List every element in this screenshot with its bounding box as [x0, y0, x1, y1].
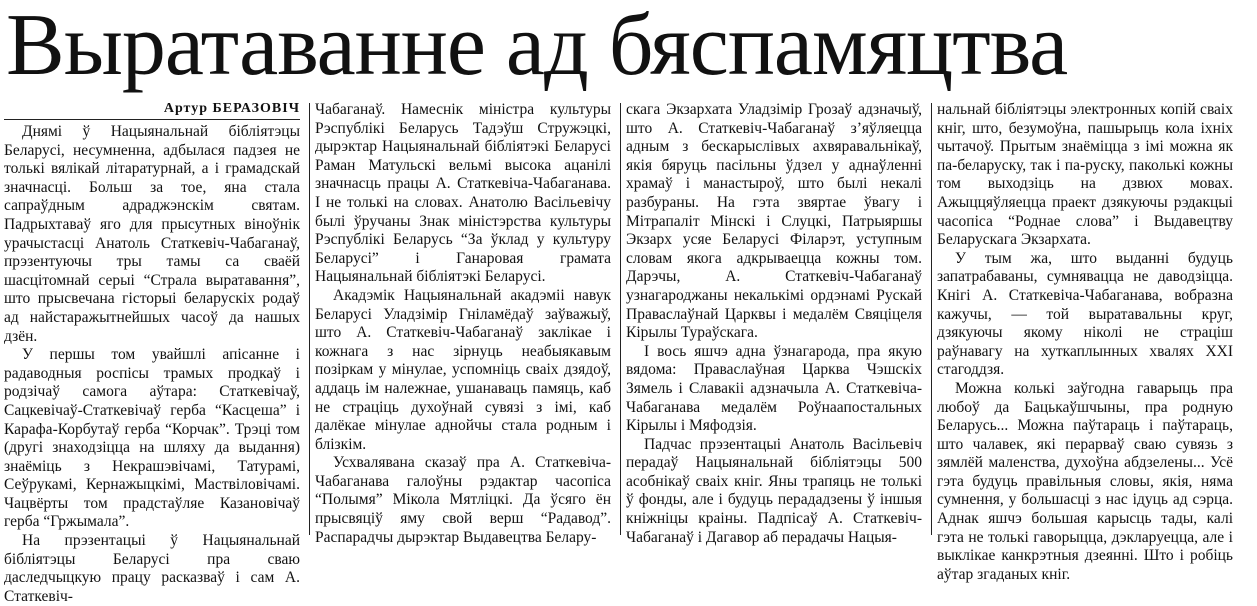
paragraph: На прэзентацыі ў Нацыянальнай бібліятэцы Беларусі пра сваю даследчыцкую працу расказваў і сам А. Статкевіч-: [4, 532, 300, 605]
article-column-2: [315, 101, 611, 546]
column-rule: [620, 103, 621, 535]
article-column-4: [937, 101, 1233, 583]
paragraph: У першы том увайшлі апісанне і радаводныя роспісы трамых продкаў і родзічаў самога аўтара: Статкевічаў, Сацкевічаў-Статкевічаў герба “Касцеша” і Карафа-Корбутаў герба “Корчак”. Трэці том (другі знаходзіцца на шляху да выдання) знаёміць з Некрашэвічамі, Татурамі, Сеўрукамі, Кернажыцкімі, Маствіловічамі. Чацвёрты том прадстаўляе Казановічаў герба “Гржымала”.: [4, 346, 300, 531]
column-rule: [931, 103, 932, 535]
article-column-3: [626, 101, 922, 546]
paragraph: Днямі ў Нацыянальнай бібліятэцы Беларусі, несумненна, адбылася падзея не толькі вялікай літаратурнай, а і грамадскай значнасці. Больш за тое, яна стала сапраўдным адраджэнскім святам. Падрыхтаваў яго для прысутных віноўнік урачыстасці Анатоль Статкевіч-Чабаганаў, прэзентуючы тры тамы са сваёй шасцітомнай серыі “Страла выратавання”, што прысвечана гісторыі беларускіх родаў ад найстаражытнейшых часоў да нашых дзён.: [4, 123, 300, 345]
paragraph: І вось яшчэ адна ўзнагарода, пра якую вядома: Праваслаўная Царква Чэшскіх Зямель і Славакіі адзначыла А. Статкевіча-Чабаганава медалём Роўнаапостальных Кірылы і Мяфодзія.: [626, 342, 922, 435]
paragraph: Усхвалявана сказаў пра А. Статкевіча-Чабаганава галоўны рэдактар часопіса “Полымя” Мікола Мятліцкі. Да ўсяго ён прысвяціў яму свой верш “Радавод”. Распарадчы дырэктар Выдавецтва Белару-: [315, 454, 611, 546]
article-headline: Выратаванне ад бяспамяцтва: [6, 0, 1068, 94]
byline: Артур БЕРАЗОВІЧ: [4, 101, 300, 120]
paragraph: Чабаганаў. Намеснік міністра культуры Рэспублікі Беларусь Тадэўш Стружэцкі, дырэктар Нацыянальнай бібліятэкі Беларусі Раман Матульскі вельмі высока ацанілі значнасць працы А. Статкевіча-Чабаганава. І не толькі на словах. Анатолю Васільевічу былі ўручаны Знак міністэрства культуры Рэспублікі Беларусь “За ўклад у культуру Беларусі” і Ганаровая грамата Нацыянальнай бібліятэкі Беларусі.: [315, 101, 611, 286]
paragraph: Акадэмік Нацыянальнай акадэміі навук Беларусі Уладзімір Гніламёдаў заўважыў, што А. Статкевіч-Чабаганаў заклікае і кожнага з нас зірнуць неабыякавым позіркам у мінулае, успомніць сваіх дзядоў, аддаць ім належнае, ушанаваць памяць, каб не страціць духоўнай сувязі з імі, каб далёкае мінулае аднойчы стала родным і блізкім.: [315, 286, 611, 453]
paragraph: У тым жа, што выданні будуць запатрабаваны, сумнявацца не даводзіцца. Кнігі А. Статкевіча-Чабаганава, вобразна кажучы, — той выратавальны круг, дзякуючы якому ніколі не страціш раўнавагу на хуткаплынных хвалях ХХІ стагоддзя.: [937, 249, 1233, 379]
paragraph: нальнай бібліятэцы электронных копій сваіх кніг, што, безумоўна, пашырыць кола іхніх чытачоў. Прытым знаёміцца з імі можна як па-беларуску, так і па-руску, паколькі кожны том выходзіць на дзвюх мовах. Ажыццяўляецца праект дзякуючы рэдакцыі часопіса “Роднае слова” і Выдавецтву Беларускага Экзархата.: [937, 101, 1233, 249]
article-column-1: [4, 101, 300, 605]
column-rule: [309, 103, 310, 535]
paragraph: Падчас прэзентацыі Анатоль Васільевіч перадаў Нацыянальнай бібліятэцы 500 асобнікаў сваіх кніг. Яны трапяць не толькі ў фонды, але і будуць перададзены ў іншыя кніжніцы краіны. Падпісаў А. Статкевіч-Чабаганаў і Дагавор аб перадачы Нацыя-: [626, 435, 922, 546]
paragraph: Можна колькі заўгодна гаварыць пра любоў да Бацькаўшчыны, пра родную Беларусь... Можна паўтараць і паўтараць, што чалавек, які перарваў сваю сувязь з зямлёй маленства, духоўна абдзелены... Усё гэта будуць правільныя словы, якія, няма сумнення, у большасці з нас ідуць ад сэрца. Аднак яшчэ большая карысць тады, калі гэта не толькі гаворыцца, дэкларуецца, але і выклікае канкрэтныя дзеянні. Што і робіць аўтар згаданых кніг.: [937, 379, 1233, 583]
paragraph: скага Экзархата Уладзімір Грозаў адзначыў, што А. Статкевіч-Чабаганаў з’яўляецца адным з бескарыслівых ахвяравальнікаў, якія бяруць пасільны ўдзел у аднаўленні храмаў і манастыроў, што былі некалі разбураны. На гэта звяртае ўвагу і Мітрапаліт Мінскі і Слуцкі, Патрыяршы Экзарх усяе Беларусі Філарэт, уступным словам якога адкрываецца кожны том. Дарэчы, А. Статкевіч-Чабаганаў узнагароджаны некалькімі ордэнамі Рускай Праваслаўнай Царквы і медалём Свяціцеля Кірылы Тураўскага.: [626, 101, 922, 342]
